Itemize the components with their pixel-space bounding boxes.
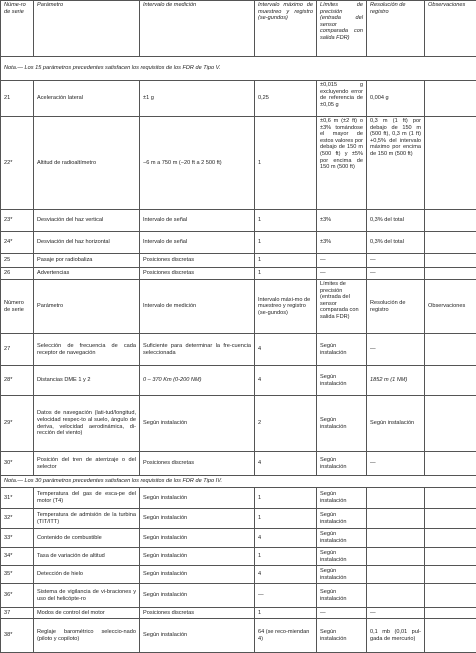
cell-parameter: Altitud de radioaltímetro (34, 117, 140, 210)
cell-serial: 35* (1, 566, 34, 584)
cell-parameter: Detección de hielo (34, 566, 140, 584)
cell-parameter: Posición del tren de aterrizaje o del selector (34, 452, 140, 476)
cell-resolution (367, 529, 425, 548)
cell-interval: 1 (255, 117, 317, 210)
cell-accuracy: ±3% (317, 232, 367, 254)
table-row (1, 81, 476, 117)
cell-notes (425, 452, 476, 476)
cell-parameter: Contenido de combustible (34, 529, 140, 548)
cell-range: Posiciones discretas (140, 608, 255, 619)
cell-resolution: 0,3% del total (367, 210, 425, 232)
cell-interval: 4 (255, 334, 317, 366)
cell-accuracy: Según instalación (317, 548, 367, 566)
cell-resolution (367, 548, 425, 566)
cell-parameter: Temperatura de admisión de la turbina (TIT/ITT) (34, 509, 140, 529)
cell-notes (425, 509, 476, 529)
cell-notes (425, 566, 476, 584)
cell-accuracy: Según instalación (317, 584, 367, 608)
cell-interval: 1 (255, 509, 317, 529)
cell-range: Posiciones discretas (140, 268, 255, 280)
cell-resolution: 0,3% del total (367, 232, 425, 254)
header-parameter: Parámetro (34, 1, 140, 57)
cell-range: Posiciones discretas (140, 452, 255, 476)
table-row (1, 584, 476, 608)
table-row (1, 488, 476, 509)
cell-resolution: 1852 m (1 NM) (367, 366, 425, 396)
header-measurement-range: Intervalo de medición (140, 280, 255, 334)
cell-accuracy: Según instalación (317, 566, 367, 584)
cell-parameter: Advertencias (34, 268, 140, 280)
table-row (1, 452, 476, 476)
cell-accuracy: ±3% (317, 210, 367, 232)
cell-range: 0 – 370 Km (0-200 NM) (140, 366, 255, 396)
cell-notes (425, 608, 476, 619)
cell-interval: 1 (255, 608, 317, 619)
cell-interval: 4 (255, 566, 317, 584)
cell-range: Intervalo de señal (140, 232, 255, 254)
cell-accuracy: ±0,015 g excluyendo error de referencia de ±0,05 g (317, 81, 367, 117)
cell-serial: 38* (1, 619, 34, 653)
cell-parameter: Sistema de vigilancia de vi-braciones y uso del helicópte-ro (34, 584, 140, 608)
table-row (1, 334, 476, 366)
cell-notes (425, 334, 476, 366)
table-row (1, 619, 476, 653)
cell-serial: 31* (1, 488, 34, 509)
note-type-v: Nota.— Los 15 parámetros precedentes satisfacen los requisitos de los FDR de Tipo V. (1, 57, 476, 81)
cell-range: Intervalo de señal (140, 210, 255, 232)
cell-range: Posiciones discretas (140, 254, 255, 268)
table-row (1, 268, 476, 280)
cell-interval: 4 (255, 529, 317, 548)
cell-parameter: Desviación del haz vertical (34, 210, 140, 232)
cell-parameter: Pasaje por radiobaliza (34, 254, 140, 268)
cell-parameter: Selección de frecuencia de cada receptor de navegación (34, 334, 140, 366)
cell-resolution: — (367, 452, 425, 476)
cell-resolution (367, 584, 425, 608)
cell-notes (425, 268, 476, 280)
cell-accuracy: Según instalación (317, 619, 367, 653)
table-row (1, 509, 476, 529)
cell-parameter: Tasa de variación de altitud (34, 548, 140, 566)
cell-range: Según instalación (140, 566, 255, 584)
cell-range: Según instalación (140, 619, 255, 653)
cell-range: Según instalación (140, 488, 255, 509)
header-max-interval: Intervalo máxi-mo de muestreo y registro (se-gundos) (255, 280, 317, 334)
cell-resolution: Según instalación (367, 396, 425, 452)
note-type-iv: Nota.— Los 30 parámetros precedentes satisfacen los requisitos de los FDR de Tipo IV. (1, 476, 476, 488)
cell-parameter: Distancias DME 1 y 2 (34, 366, 140, 396)
cell-serial: 26 (1, 268, 34, 280)
table-row (1, 396, 476, 452)
cell-accuracy: Según instalación (317, 366, 367, 396)
cell-notes (425, 254, 476, 268)
cell-range: Según instalación (140, 548, 255, 566)
cell-range: ±1 g (140, 81, 255, 117)
cell-interval: 4 (255, 366, 317, 396)
cell-interval: 1 (255, 210, 317, 232)
cell-interval: 1 (255, 254, 317, 268)
cell-serial: 23* (1, 210, 34, 232)
header-accuracy-limits: Límites de precisión (entrada del sensor comparada con salida FDR) (317, 280, 367, 334)
cell-resolution: — (367, 608, 425, 619)
cell-notes (425, 619, 476, 653)
cell-serial: 32* (1, 509, 34, 529)
cell-parameter: Desviación del haz horizontal (34, 232, 140, 254)
table-row (1, 608, 476, 619)
table-header-row (1, 280, 476, 334)
cell-interval: 2 (255, 396, 317, 452)
cell-resolution: — (367, 254, 425, 268)
table-row (1, 366, 476, 396)
cell-range: Según instalación (140, 396, 255, 452)
cell-parameter: Modos de control del motor (34, 608, 140, 619)
cell-serial: 36* (1, 584, 34, 608)
cell-interval: 4 (255, 452, 317, 476)
cell-accuracy: Según instalación (317, 334, 367, 366)
cell-resolution: 0,1 mb (0,01 pul-gada de mercurio) (367, 619, 425, 653)
cell-serial: 28* (1, 366, 34, 396)
cell-interval: 1 (255, 268, 317, 280)
cell-notes (425, 584, 476, 608)
cell-notes (425, 232, 476, 254)
header-max-interval: Intervalo máximo de muestreo y registro (se-gundos) (255, 1, 317, 57)
cell-interval: — (255, 584, 317, 608)
cell-accuracy: Según instalación (317, 509, 367, 529)
cell-interval: 1 (255, 488, 317, 509)
table-row (1, 548, 476, 566)
header-accuracy-limits: Límites de precisión (entrada del sensor comparada con salida FDR) (317, 1, 367, 57)
table-row (1, 566, 476, 584)
cell-parameter: Reglaje barométrico seleccio-nado (piloto y copiloto) (34, 619, 140, 653)
cell-range: −6 m a 750 m (−20 ft a 2 500 ft) (140, 117, 255, 210)
cell-notes (425, 81, 476, 117)
cell-range: Según instalación (140, 509, 255, 529)
cell-interval: 0,25 (255, 81, 317, 117)
header-resolution: Resolución de registro (367, 280, 425, 334)
header-observations: Observaciones (425, 280, 476, 334)
cell-resolution (367, 566, 425, 584)
header-resolution: Resolución de registro (367, 1, 425, 57)
cell-serial: 30* (1, 452, 34, 476)
cell-range: Según instalación (140, 529, 255, 548)
cell-serial: 21 (1, 81, 34, 117)
cell-accuracy: — (317, 268, 367, 280)
cell-resolution (367, 509, 425, 529)
cell-serial: 22* (1, 117, 34, 210)
cell-interval: 64 (se reco-miendan 4) (255, 619, 317, 653)
table-row (1, 210, 476, 232)
cell-serial: 34* (1, 548, 34, 566)
table-row (1, 529, 476, 548)
cell-accuracy: Según instalación (317, 529, 367, 548)
cell-notes (425, 488, 476, 509)
cell-serial: 27 (1, 334, 34, 366)
cell-parameter: Aceleración lateral (34, 81, 140, 117)
table-row (1, 117, 476, 210)
cell-serial: 29* (1, 396, 34, 452)
table-header-row (1, 1, 476, 57)
cell-serial: 37 (1, 608, 34, 619)
cell-accuracy: ±0,6 m (±2 ft) o ±3% tomándose el mayor de estos valores por debajo de 150 m (500 ft) y ±5% por encima de 150 m (500 ft) (317, 117, 367, 210)
note-row (1, 476, 476, 488)
cell-accuracy: Según instalación (317, 452, 367, 476)
cell-range: Suficiente para determinar la fre-cuencia seleccionada (140, 334, 255, 366)
header-serial-number: Número de serie (1, 280, 34, 334)
cell-resolution: 0,3 m (1 ft) por debajo de 150 m (500 ft), 0,3 m (1 ft) +0,5% del intervalo máximo por encima de 150 m (500 ft) (367, 117, 425, 210)
cell-notes (425, 529, 476, 548)
cell-serial: 33* (1, 529, 34, 548)
cell-range: Según instalación (140, 584, 255, 608)
cell-accuracy: Según instalación (317, 488, 367, 509)
cell-accuracy: Según instalación (317, 396, 367, 452)
cell-interval: 1 (255, 548, 317, 566)
table-row (1, 232, 476, 254)
cell-serial: 25 (1, 254, 34, 268)
note-row (1, 57, 476, 81)
cell-notes (425, 210, 476, 232)
cell-serial: 24* (1, 232, 34, 254)
cell-notes (425, 548, 476, 566)
header-observations: Observaciones (425, 1, 476, 57)
cell-accuracy: — (317, 608, 367, 619)
cell-parameter: Temperatura del gas de esca-pe del motor (T4) (34, 488, 140, 509)
cell-notes (425, 366, 476, 396)
cell-interval: 1 (255, 232, 317, 254)
cell-resolution: 0,004 g (367, 81, 425, 117)
header-parameter: Parámetro (34, 280, 140, 334)
cell-accuracy: — (317, 254, 367, 268)
table-row (1, 254, 476, 268)
cell-parameter: Datos de navegación (lati-tud/longitud, velocidad respec-to al suelo, ángulo de deriva, velocidad aerodinámica, di-rección del viento) (34, 396, 140, 452)
cell-resolution: — (367, 334, 425, 366)
cell-resolution: — (367, 268, 425, 280)
cell-notes (425, 117, 476, 210)
header-serial-number: Núme-ro de serie (1, 1, 34, 57)
header-measurement-range: Intervalo de medición (140, 1, 255, 57)
cell-notes (425, 396, 476, 452)
cell-resolution (367, 488, 425, 509)
